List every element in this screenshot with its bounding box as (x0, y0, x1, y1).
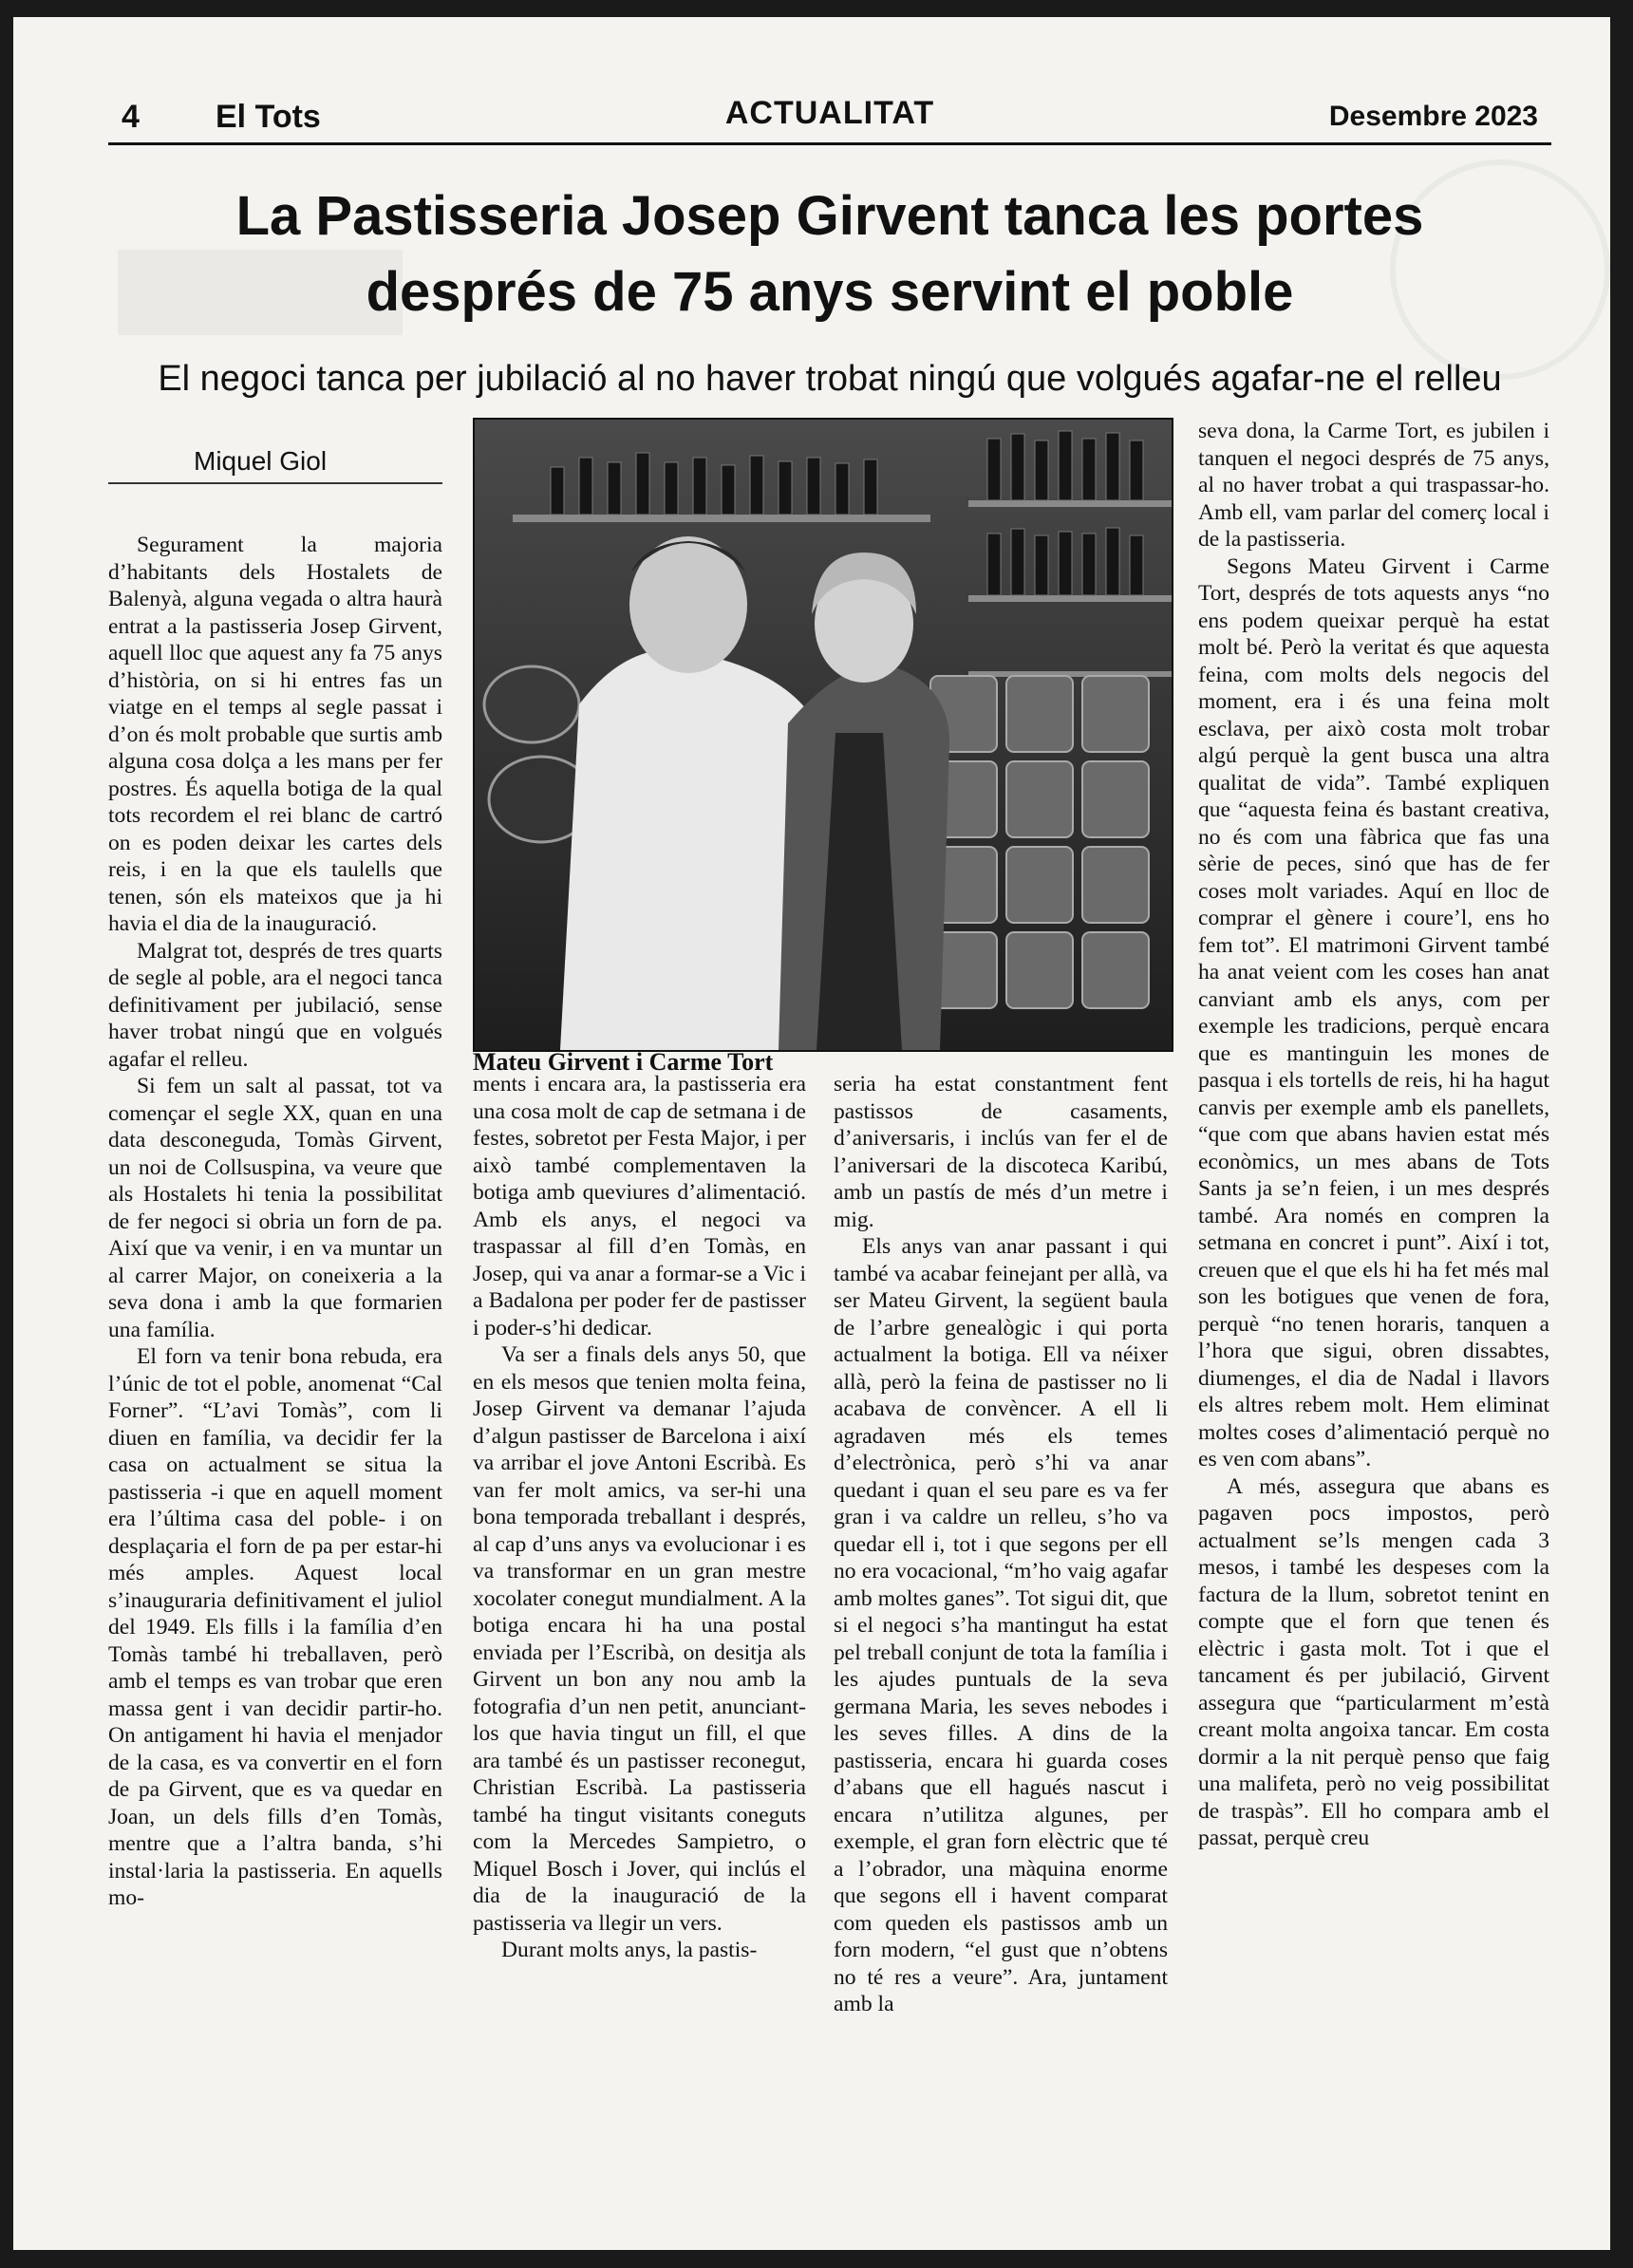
text-column-4 (1198, 418, 1549, 2246)
photo-illustration (475, 420, 1172, 1050)
page-number: 4 (122, 99, 140, 135)
text-column-3 (834, 1071, 1168, 2246)
article-paragraph: Segurament la majoria d’habitants dels Hostalets de Balenyà, alguna vegada o altra haurà entrat a la pastisseria Josep Girvent, aquell lloc que aquest any fa 75 anys d’història, on si hi entres fas un viatge en el temps al segle passat i d’on és molt probable que surtis amb alguna cosa dolça a les mans per fer postres. És aquella botiga de la qual tots recordem el rei blanc de cartró on es poden deixar les cartes dels reis, i en la que els taulells que tenen, són els mateixos que ja hi havia el dia de la inauguració. (108, 533, 442, 936)
issue-date: Desembre 2023 (1328, 101, 1538, 132)
article-paragraph: Malgrat tot, després de tres quarts de segle al poble, ara el negoci tanca definitivament per jubilació, sense haver trobat ningú que en volgués agafar el relleu. (108, 938, 442, 1072)
article-paragraph: Segons Mateu Girvent i Carme Tort, després de tots aquests anys “no ens podem queixar perquè ha estat molt bé. Però la veritat és que aquesta feina, com molts dels negocis del moment, era i és una feina molt esclava, per això costa molt trobar algú perquè la gent busca una altra qualitat de vida”. També expliquen que “aquesta feina és bastant creativa, no és com una fàbrica que fas una sèrie de peces, sinó que has de fer coses molt variades. Aquí en lloc de comprar el gènere i coure’l, ens ho fem tot”. El matrimoni Girvent també ha anat veient com les coses han anat canviant amb els anys, com per exemple les tradicions, perquè encara que es mantinguin les mones de pasqua i els tortells de reis, hi ha hagut canvis per exemple amb els panellets, “que com que abans havien estat més econòmics, un mes abans de Tots Sants ja se’n feien, i un mes després també. Ara només en compren la setmana en concret i punt”. Així i tot, creuen que el que els hi ha fet més mal son les botigues que venen de fora, perquè “no tenen horaris, tanquen a l’hora que sigui, obren dissabtes, diumenges, el dia de Nadal i llavors els altres rebem molt. Hem eliminat moltes coses d’alimentació perquè no es ven com abans”. (1198, 553, 1549, 1471)
article-paragraph: seva dona, la Carme Tort, es jubilen i tanquen el negoci després de 75 anys, al no haver trobat a qui traspassar-ho. Amb ell, vam parlar del comerç local i de la pastisseria. (1198, 419, 1549, 552)
page-header (108, 84, 1551, 145)
author-name: Miquel Giol (194, 446, 328, 476)
headline-line-2: després de 75 anys servint el poble (366, 261, 1294, 323)
newspaper-page (13, 17, 1610, 2250)
headline-line-1: La Pastisseria Josep Girvent tanca les portes (235, 185, 1424, 247)
article-paragraph: Els anys van anar passant i qui també va acabar feinejant per allà, va ser Mateu Girvent, la següent baula de l’arbre genealògic i qui porta actualment la botiga. Ell va néixer allà, però la feina de pastisser no li acabava de convèncer. A ell li agradaven més els temes d’electrònica, però s’hi va anar quedant i quan el seu pare es va fer gran i va caldre un relleu, s’ho va quedar ell i, tot i que segons per ell no era vocacional, “m’ho vaig agafar amb moltes ganes”. Tot sigui dit, que si el negoci s’ha mantingut ha estat pel treball conjunt de tota la família i les ajudes puntuals de la seva germana Maria, les seves nebodes i les seves filles. A dins de la pastisseria, encara hi guarda coses d’abans que ell hagués nascut i encara n’utilitza algunes, per exemple, el gran forn elèctric que té a l’obrador, una màquina enorme que segons ell i havent comparat com queden els pastissos amb un forn modern, “el gust que n’obtens no té res a veure”. Ara, juntament amb la (834, 1234, 1168, 2016)
article-paragraph: Va ser a finals dels anys 50, que en els mesos que tenien molta feina, Josep Girvent va demanar l’ajuda d’algun pastisser de Barcelona i així va arribar el jove Antoni Escribà. Es van fer molt amics, va ser-hi una bona temporada treballant i després, al cap d’uns anys va evolucionar i es va transformar en un gran mestre xocolater conegut mundialment. A la botiga encara hi ha una postal enviada per l’Escribà, on desitja als Girvent un bon any nou amb la fotografia d’un nen petit, anunciant-los que havia tingut un fill, el que ara també és un pastisser reconegut, Christian Escribà. La pastisseria també ha tingut visitants coneguts com la Mercedes Sampietro, o Miquel Bosch i Jover, qui inclús el dia de la inauguració de la pastisseria va llegir un vers. (473, 1342, 806, 1936)
article-subheadline: El negoci tanca per jubilació al no haver trobat ningú que volgués agafar-ne el relleu (158, 359, 1502, 399)
publication-name: El Tots (216, 99, 321, 135)
article-paragraph: Si fem un salt al passat, tot va començar el segle XX, quan en una data desconeguda, Tomàs Girvent, un noi de Collsuspina, va veure que als Hostalets hi tenia la possibilitat de fer negoci si obria un forn de pa. Així que va venir, i en va muntar un al carrer Major, on coneixeria a la seva dona i amb la que formarien una família. (108, 1074, 442, 1342)
byline (108, 446, 442, 484)
text-column-1 (108, 532, 442, 2246)
article-paragraph: Durant molts anys, la pastis- (501, 1938, 758, 1962)
text-column-2 (473, 1071, 806, 2246)
article-paragraph: ments i encara ara, la pastisseria era una cosa molt de cap de setmana i de festes, sobretot per Festa Major, i per això també complementaven la botiga amb queviures d’alimentació. Amb els anys, el negoci va traspassar al fill d’en Tomàs, en Josep, qui va anar a formar-se a Vic i a Badalona per poder fer de pastisser i poder-s’hi dedicar. (473, 1072, 806, 1340)
photo-caption: Mateu Girvent i Carme Tort (473, 1048, 774, 1076)
article-headline (108, 178, 1551, 330)
article-paragraph: seria ha estat constantment fent pastissos de casaments, d’aniversaris, i inclús van fer el de l’aniversari de la discoteca Karibú, amb un pastís de més d’un metre i mig. (834, 1072, 1168, 1232)
article-photo (473, 418, 1173, 1052)
section-title: ACTUALITAT (724, 95, 935, 131)
article-paragraph: El forn va tenir bona rebuda, era l’únic de tot el poble, anomenat “Cal Forner”. “L’avi Tomàs”, com li diuen en família, va decidir fer la casa on actualment se situa la pastisseria -i que en aquell moment era l’última casa del poble- i on desplaçaria el forn de pa per estar-hi més amples. Aquest local s’inauguraria definitivament el juliol del 1949. Els fills i la família d’en Tomàs també hi treballaven, però amb el temps es van trobar que eren massa gent i van decidir partir-ho. On antigament hi havia el menjador de la casa, es va convertir en el forn de pa Girvent, que es va quedar en Joan, un dels fills d’en Tomàs, mentre que a l’altra banda, s’hi instal·laria la pastisseria. En aquells mo- (108, 1344, 442, 1910)
article-paragraph: A més, assegura que abans es pagaven pocs impostos, però actualment se’ls mengen cada 3 mesos, i també les despeses com la factura de la llum, sobretot tenint en compte que el forn que tenen és elèctric i gasta molt. Tot i que el tancament és per jubilació, Girvent assegura que “particularment m’està creant molta angoixa tancar. Em costa dormir a la nit perquè penso que faig una malifeta, però no veig possibilitat de traspàs”. Ell ho compara amb el passat, perquè creu (1198, 1473, 1549, 1850)
